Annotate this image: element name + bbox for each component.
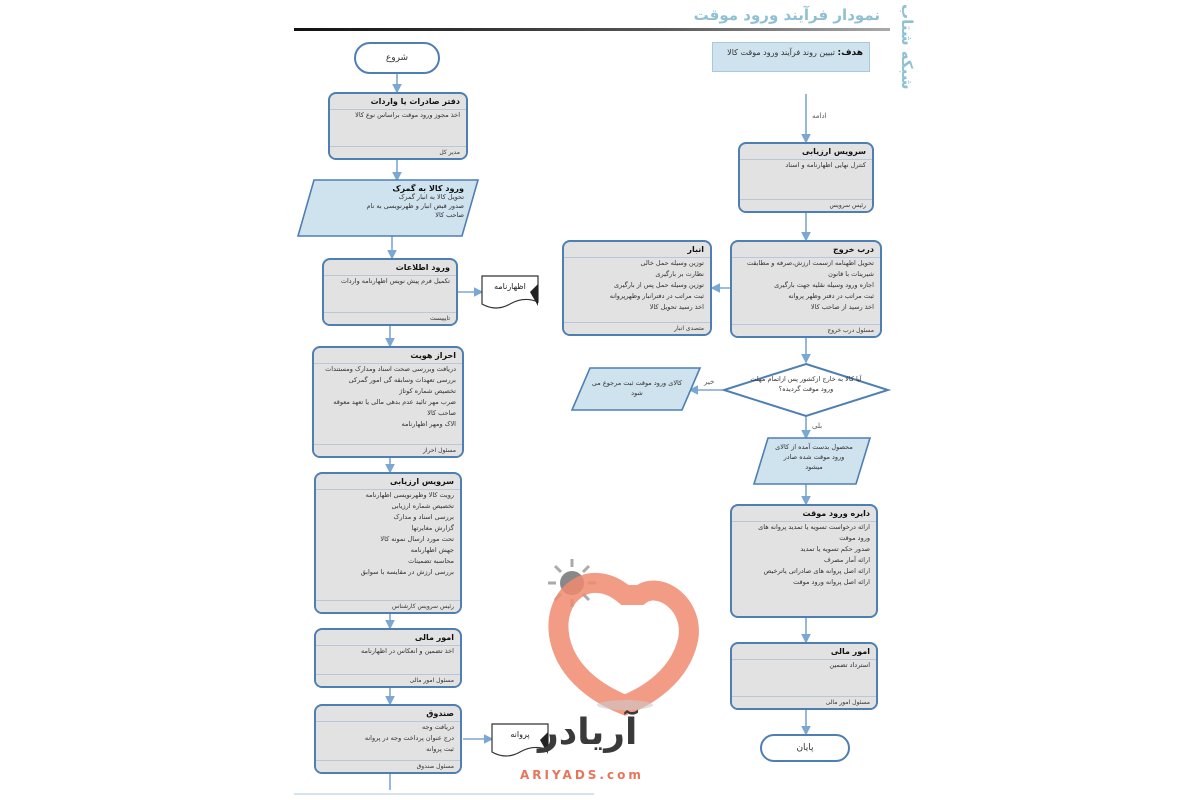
proc-role: مدیر کل [330, 146, 466, 158]
proc-line: بررسی تعهدات وسابقه گی امور گمرکی [348, 376, 456, 384]
returned-text: کالای ورود موقت ثبت مرجوع می شود [591, 379, 683, 397]
customs-entry-text [318, 184, 464, 220]
proc-title: دایره ورود موقت [732, 506, 876, 522]
proc-export-import-office [328, 92, 468, 160]
proc-title: احراز هویت [314, 348, 462, 364]
goal-label: هدف: [837, 48, 863, 58]
side-title: شبکه شتاب [898, 4, 916, 90]
proc-line: جهش اظهارنامه [410, 546, 454, 554]
decision-text: آیا کالا به خارج ازکشور پس ازاتمام مهلت ورود موقت گردیده؟ [750, 375, 862, 393]
doc-label: اظهارنامه [494, 282, 526, 291]
proc-cash-desk [314, 704, 462, 774]
proc-line: تحویل کالا به انبار گمرک [398, 193, 464, 201]
proc-title: انبار [564, 242, 710, 258]
watermark-site: ARIYADS.com [520, 768, 644, 782]
proc-title: ورود کالا به گمرک [392, 184, 464, 193]
proc-line: تخصیص شماره ارزیابی [391, 502, 454, 510]
proc-line: گزارش مغایرتها [411, 524, 454, 532]
yes-label: بلی [812, 422, 823, 430]
goal-text: تبیین روند فرآیند ورود موقت کالا [727, 48, 835, 57]
proc-role: مسئول احراز [314, 444, 462, 456]
proc-line: تحویل اظهنامه ازسمت ارزش،صرفه و مطابقت [746, 259, 874, 267]
continue-label: ادامه [812, 112, 827, 120]
proc-line: صدور قبض انبار و ظهرنویسی به نام [366, 202, 464, 210]
end-terminal: پایان [760, 734, 850, 762]
proc-title: سرویس ارزیابی [316, 474, 460, 490]
proc-line: کنترل نهایی اظهارنامه و اسناد [785, 161, 866, 169]
page-title: نمودار فرآیند ورود موقت [693, 6, 880, 24]
proc-line: محاسبه تضمینات [408, 557, 454, 565]
proc-line: درج عنوان پرداخت وجه در پروانه [364, 734, 454, 742]
proc-role: مسئول امور مالی [732, 696, 876, 708]
proc-financial-affairs [314, 628, 462, 688]
proc-line: تخصیص شماره کوتاژ [399, 387, 456, 395]
proc-temporary-entry-office [730, 504, 878, 618]
proc-line: ضرب مهر تائید عدم بدهی مالی یا تعهد معوقه [333, 398, 456, 406]
ariyads-logo [530, 555, 720, 795]
proc-line: بررسی ارزش در مقایسه با سوابق [360, 568, 454, 576]
proc-line: صاحب کالا [435, 211, 464, 219]
proc-title: درب خروج [732, 242, 880, 258]
proc-refund [730, 642, 878, 710]
proc-assessment-service [314, 472, 462, 614]
proc-line: صدور حکم تسویه یا تمدید [800, 545, 870, 553]
proc-line: شیرینات با قانون [828, 270, 874, 278]
proc-line: ثبت مراتب در دفترانبار وظهرپروانه [609, 292, 704, 300]
proc-line: ورود موقت [839, 534, 870, 542]
proc-line: اخذ تضمین و انعکاس در اظهارنامه [361, 647, 454, 655]
proc-line: رویت کالا وظهرنویسی اظهارنامه [365, 491, 454, 499]
proc-title: ورود اطلاعات [324, 260, 456, 276]
proc-title: صندوق [316, 706, 460, 722]
proc-title: امور مالی [732, 644, 876, 660]
proc-title: امور مالی [316, 630, 460, 646]
proc-line: ثبت مراتب در دفتر وظهر پروانه [788, 292, 874, 300]
proc-line: بررسی اسناد و مدارک [393, 513, 454, 521]
proc-role: رئیس سرویس [740, 199, 872, 211]
proc-final-assessment [738, 142, 874, 213]
proc-role: متصدی انبار [564, 322, 710, 334]
proc-role: مسئول صندوق [316, 760, 460, 772]
proc-warehouse [562, 240, 712, 336]
start-terminal: شروع [354, 42, 440, 74]
proc-line: اخذ مجوز ورود موقت براساس نوع کالا [355, 111, 460, 119]
proc-line: اجازه ورود وسیله نقلیه جهت بارگیری [774, 281, 874, 289]
proc-line: اخذ رسید تحویل کالا [649, 303, 704, 311]
proc-line: ارائه درخواست تسویه یا تمدید پروانه های [758, 523, 870, 531]
proc-line: توزین وسیله حمل پس از بارگیری [614, 281, 704, 289]
proc-line: نظارت بر بارگیری [655, 270, 704, 278]
proc-data-entry [322, 258, 458, 326]
proc-line: تکمیل فرم پیش نویس اظهارنامه واردات [340, 277, 450, 285]
no-label: خیر [704, 378, 715, 386]
proc-role: مسئول امور مالی [316, 674, 460, 686]
proc-role: تایپیست [324, 312, 456, 324]
proc-role: رئیس سرویس کارشناس [316, 600, 460, 612]
proc-identity-verification [312, 346, 464, 458]
watermark-brand: آریادر [538, 712, 638, 753]
product-text: محصول بدست آمده از کالای ورود موقت شده صادر میشود [775, 443, 853, 471]
proc-role: مسئول درب خروج [732, 324, 880, 336]
proc-title: سرویس ارزیابی [740, 144, 872, 160]
proc-line: ارائه اصل پروانه های صادراتی یاترخیص [763, 567, 870, 575]
doc-label: پروانه [510, 730, 530, 739]
proc-exit-gate [730, 240, 882, 338]
proc-line: ارائه اصل پروانه ورود موقت [793, 578, 870, 586]
doc-declaration [482, 276, 538, 306]
proc-line: استرداد تضمین [829, 661, 870, 669]
proc-line: ثبت پروانه [426, 745, 454, 753]
proc-line: صاحب کالا [427, 409, 456, 417]
proc-line: تحت مورد ارسال نمونه کالا [380, 535, 454, 543]
proc-line: توزین وسیله حمل خالی [640, 259, 704, 267]
proc-title: دفتر صادرات یا واردات [330, 94, 466, 110]
proc-line: الاک ومهر اظهارنامه [401, 420, 456, 428]
footer-rule [294, 793, 594, 795]
proc-line: اخذ رسید از صاحب کالا [810, 303, 874, 311]
proc-line: دریافت وبررسی صحت اسناد ومدارک ومستندات [325, 365, 456, 373]
proc-line: دریافت وجه [421, 723, 454, 731]
proc-line: ارائه آمار مصرف [823, 556, 870, 564]
